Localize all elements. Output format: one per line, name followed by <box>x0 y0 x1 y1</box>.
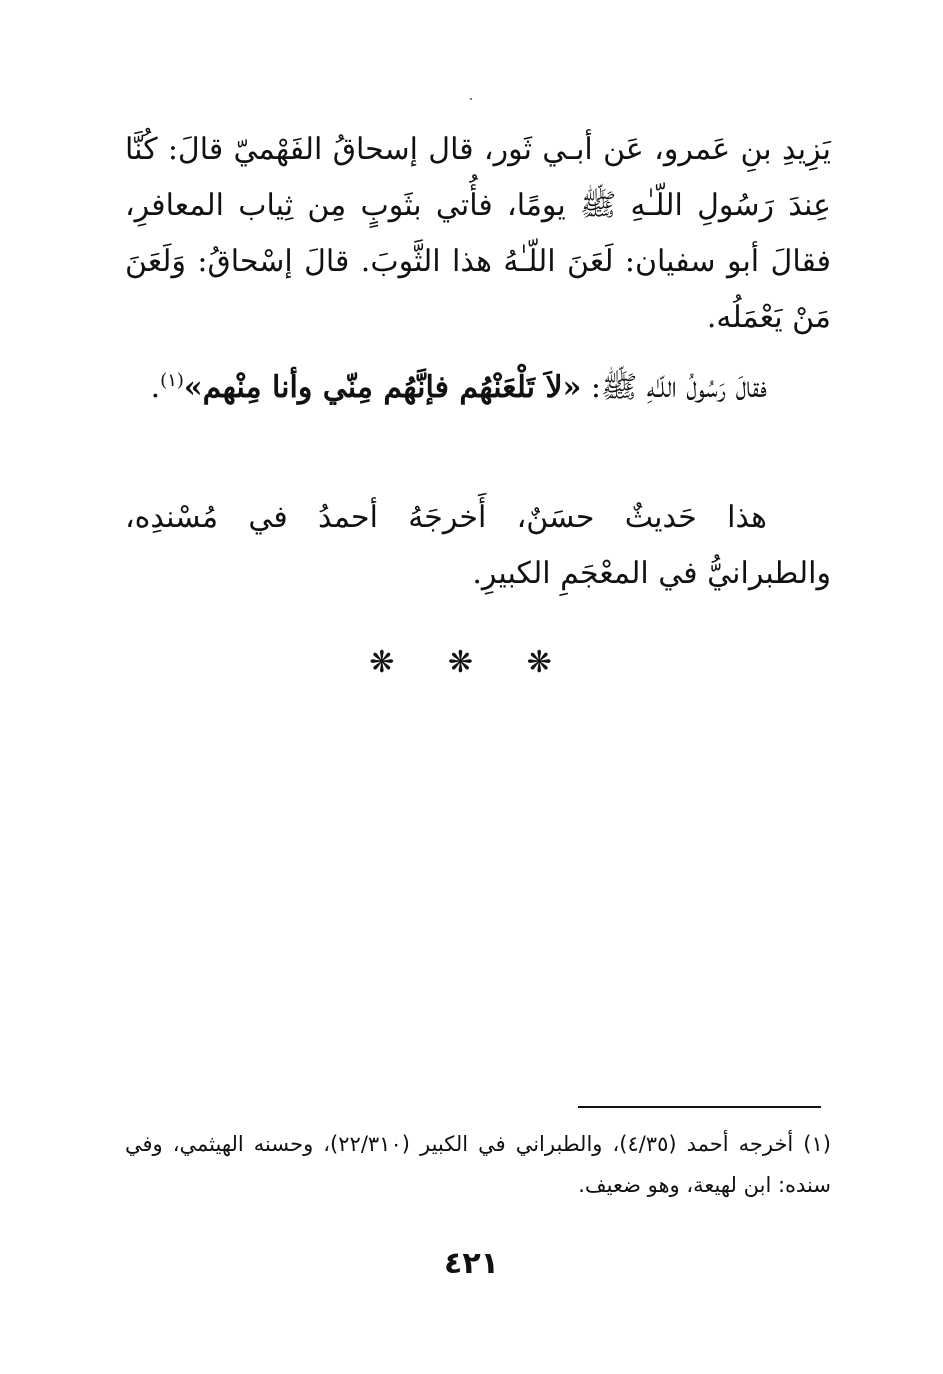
section-separator: ❋ ❋ ❋ <box>369 645 574 680</box>
hadith-quote: «لاَ تَلْعَنْهُم فإنَّهُم مِنّي وأنا مِنْهم» <box>183 370 582 405</box>
page-number: ٤٢١ <box>444 1246 499 1281</box>
footnote: (١) أخرجه أحمد (٤/٣٥)، والطبراني في الكبير (٢٢/٣١٠)، وحسنه الهيثمي، وفي سنده: ابن لهيعة، وهو ضعيف. <box>125 1132 831 1197</box>
paragraph-3: هذا حَديثٌ حسَنٌ، أَخرجَهُ أحمدُ في مُسْندِه، والطبرانيُّ في المعْجَمِ الكبيرِ. <box>125 500 831 591</box>
footnote-divider <box>578 1106 821 1108</box>
paragraph-2 <box>125 360 831 416</box>
footnote-reference: (١) <box>160 370 184 391</box>
paragraph-1: يَزِيدِ بنِ عَمرو، عَن أبـي ثَور، قال إسحاقُ الفَهْميّ قالَ: كُنَّا عِندَ رَسُولِ اللّـٰهِ ﷺ يومًا، فأُتي بثَوبٍ مِن ثِياب المعافرِ، فقالَ أبو سفيان: لَعَنَ اللّـٰهُ هذا الثَّوبَ. قالَ إسْحاقُ: وَلَعَنَ مَنْ يَعْمَلُه. <box>125 132 831 335</box>
paragraph-2-end: . <box>150 370 161 405</box>
paragraph-2-intro: فقالَ رَسُولُ اللّـٰهِ ﷺ: <box>590 370 767 405</box>
page-mark <box>470 98 472 100</box>
